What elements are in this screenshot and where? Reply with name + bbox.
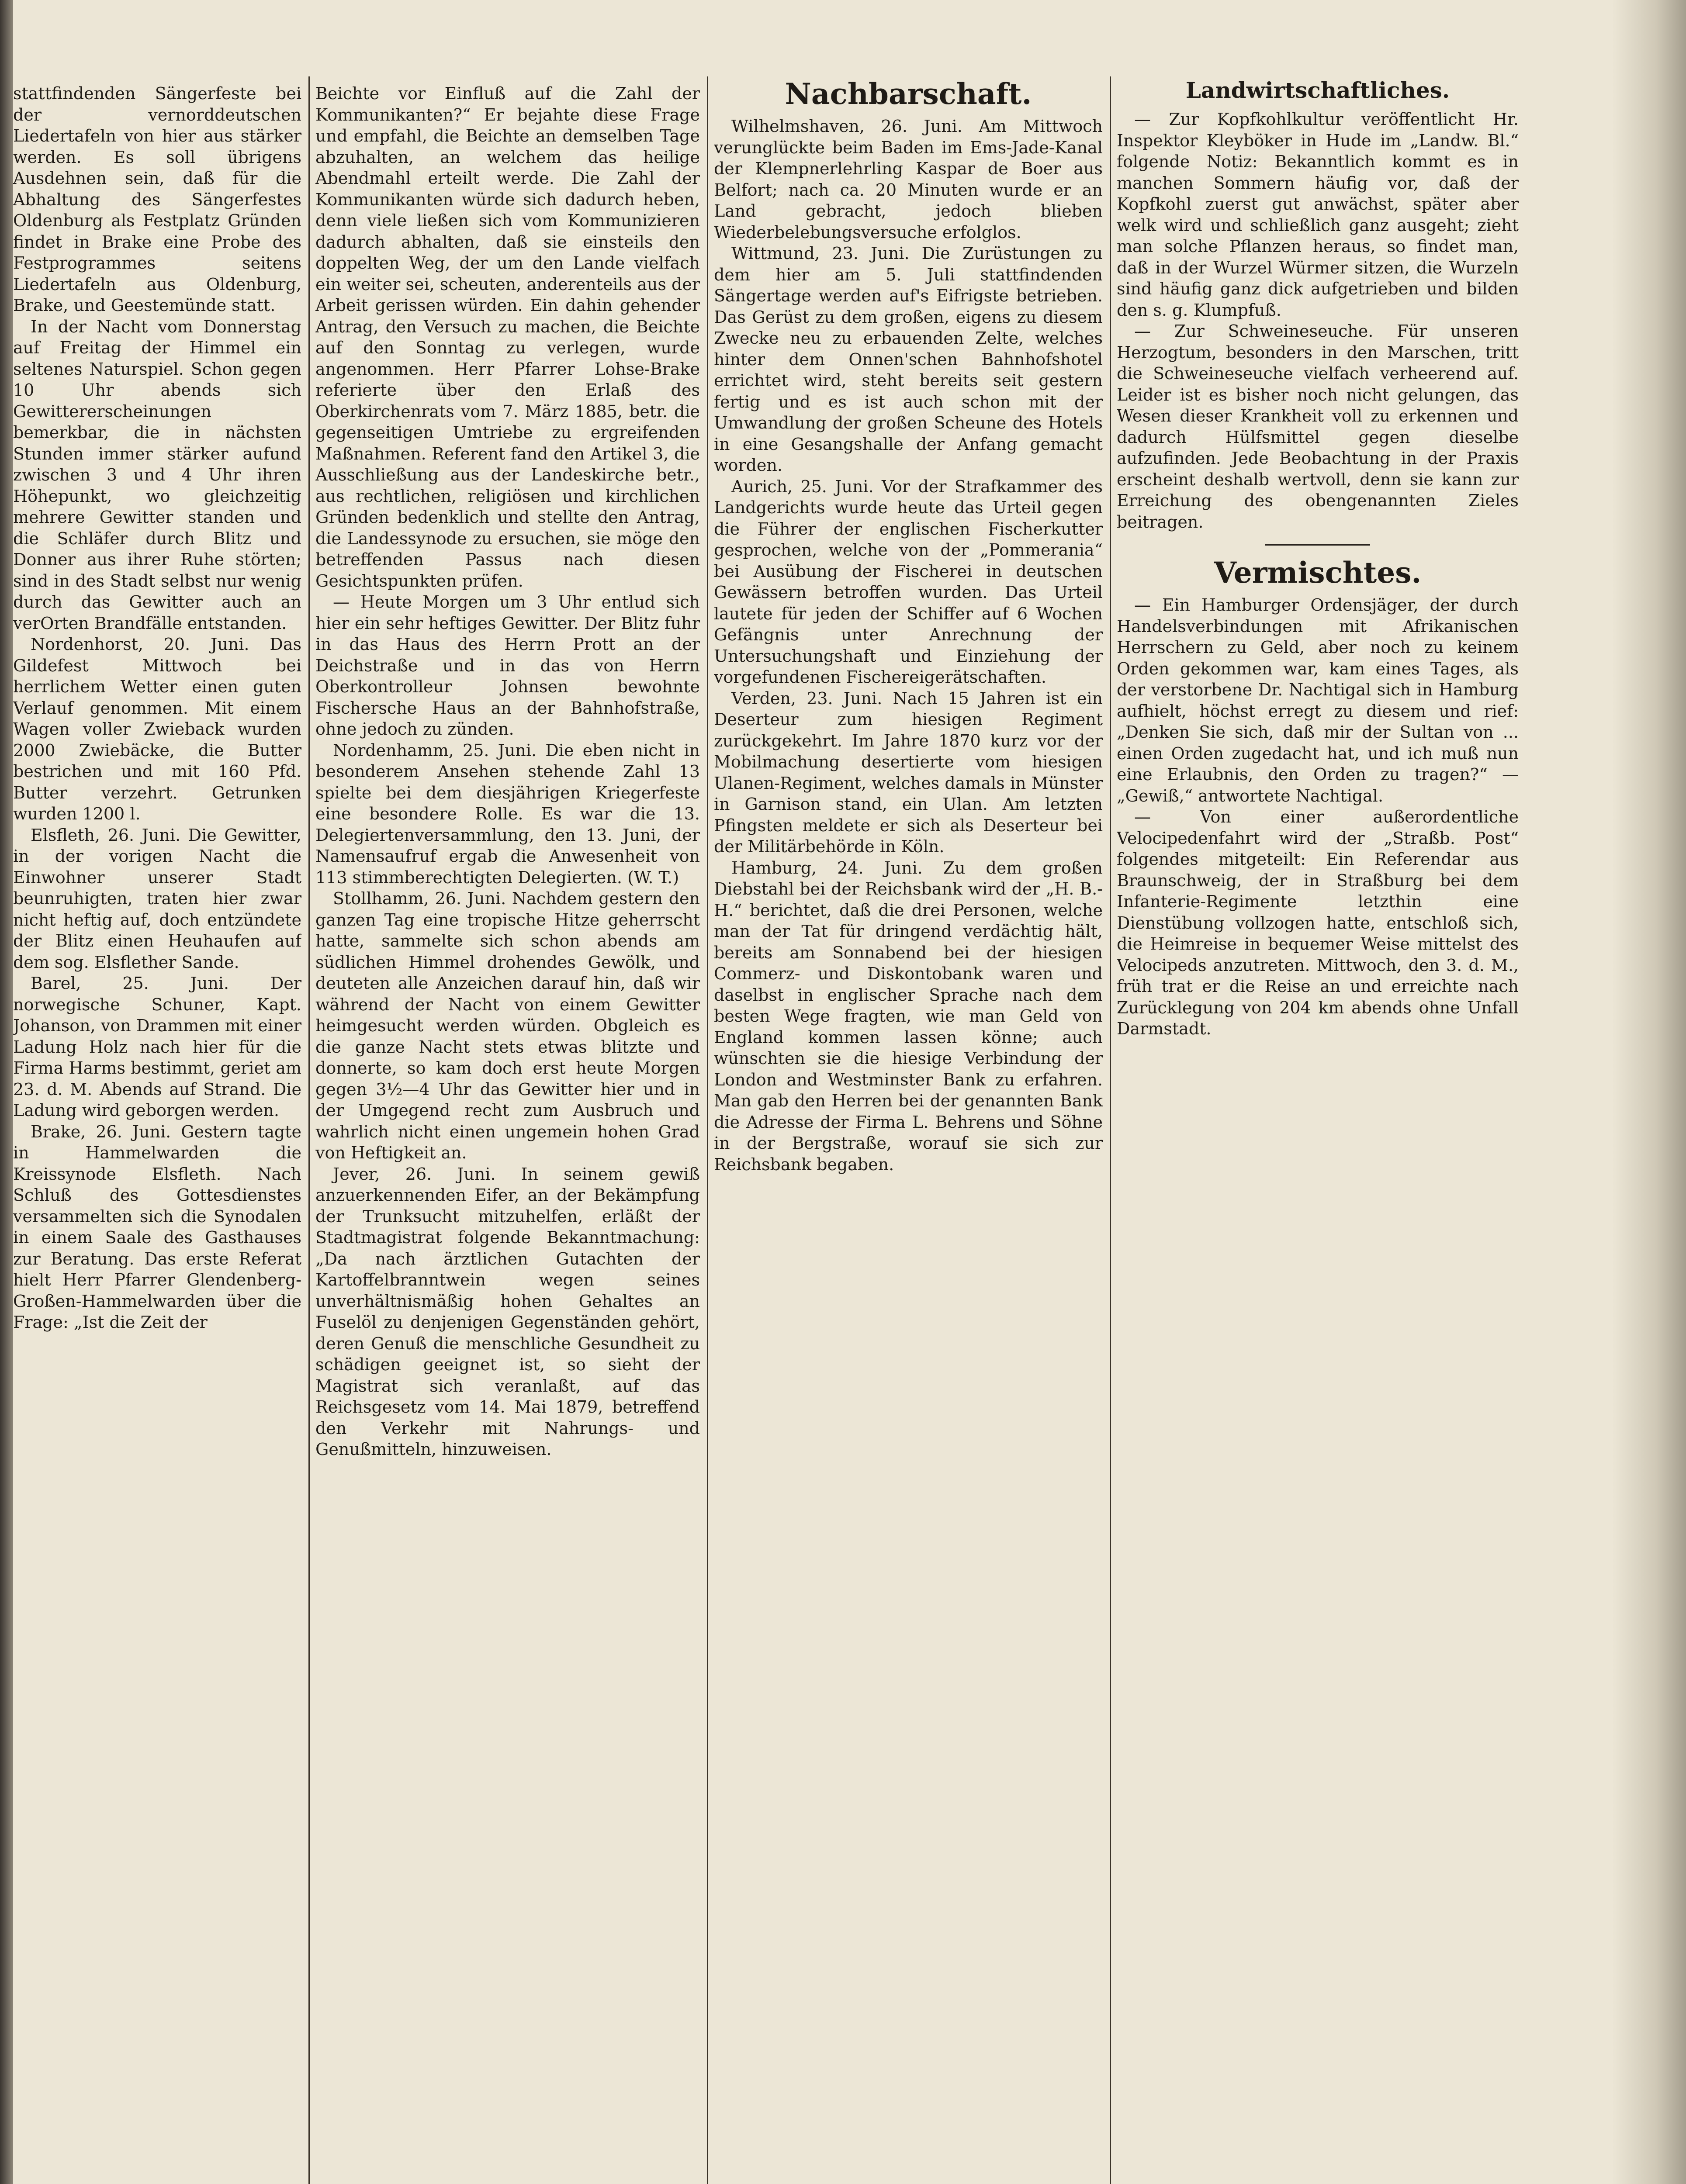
article-col1-6: Brake, 26. Juni. Gestern tagte in Hammelwarden die Kreissynode Elsfleth. Nach Schluß des Gottesdienstes versammelten sich die Synodalen in einem Saale des Gasthauses zur Beratung. Das erste Referat hielt Herr Pfarrer Glendenberg-Großen-Hammelwarden über die Frage: „Ist die Zeit der bbox=[13, 1122, 301, 1332]
article-col1-3: Nordenhorst, 20. Juni. Das Gildefest Mittwoch bei herrlichem Wetter einen guten Verlauf genommen. Mit einem Wagen voller Zwieback wurden 2000 Zwiebäcke, die Butter bestrichen und mit 160 Pfd. Butter verzehrt. Getrunken wurden 1200 l. bbox=[13, 635, 301, 823]
section-separator bbox=[1265, 544, 1370, 546]
column-1 bbox=[13, 83, 301, 2184]
article-col2-1: Beichte vor Einfluß auf die Zahl der Kommunikanten?“ Er bejahte diese Frage und empfahl, die Beichte an demselben Tage abzuhalten, an welchem das heilige Abendmahl erteilt werde. Die Zahl der Kommunikanten würde sich dadurch heben, denn viele ließen sich vom Kommunizieren dadurch abhalten, daß sie einsteils den doppelten Weg, der um den Lande vielfach ein weiter sei, scheuten, anderenteils aus der Arbeit gerissen würden. Ein dahin gehender Antrag, den Versuch zu machen, die Beichte auf den Sonntag zu verlegen, wurde angenommen. Herr Pfarrer Lohse-Brake referierte über den Erlaß des Oberkirchenrats vom 7. März 1885, betr. die gegenseitigen Umtriebe zu ergreifenden Maßnahmen. Referent fand den Artikel 3, die Ausschließung aus der Landeskirche betr., aus rechtlichen, religiösen und kirchlichen Gründen bedenklich und stellte den Antrag, die Landessynode zu ersuchen, sie möge den betreffenden Passus nach diesen Gesichtspunkten prüfen. bbox=[315, 84, 700, 591]
section-heading-nachbarschaft: Nachbarschaft. bbox=[785, 77, 1032, 111]
column-rule-2 bbox=[707, 76, 708, 2184]
page-edge-shadow bbox=[1612, 0, 1686, 2184]
section-heading-landwirtschaftliches: Landwirtschaftliches. bbox=[1185, 77, 1450, 103]
book-spine-shadow bbox=[0, 0, 13, 2184]
article-col1-1: stattfindenden Sängerfeste bei der vernorddeutschen Liedertafeln von hier aus stärker werden. Es soll übrigens Ausdehnen sein, daß für die Abhaltung des Sängerfestes Oldenburg als Festplatz Gründen findet in Brake eine Probe des Festprogrammes seitens Liedertafeln aus Oldenburg, Brake, und Geestemünde statt. bbox=[13, 84, 301, 315]
article-col1-4: Elsfleth, 26. Juni. Die Gewitter, in der vorigen Nacht die Einwohner unserer Stadt beunruhigten, traten hier zwar nicht heftig auf, doch entzündete der Blitz einen Heuhaufen auf dem sog. Elsflether Sande. bbox=[13, 825, 301, 972]
article-col2-3: Nordenhamm, 25. Juni. Die eben nicht in besonderem Ansehen stehende Zahl 13 spielte bei dem diesjährigen Kriegerfeste eine besondere Rolle. Es war die 13. Delegiertenversammlung, den 13. Juni, der Namensaufruf ergab die Anwesenheit von 113 stimmberechtigten Delegierten. (W. T.) bbox=[315, 740, 700, 887]
article-col3-1: Wilhelmshaven, 26. Juni. Am Mittwoch verunglückte beim Baden im Ems-Jade-Kanal der Klempnerlehrling Kaspar de Boer aus Belfort; nach ca. 20 Minuten wurde er an Land gebracht, jedoch blieben Wiederbelebungsversuche erfolglos. bbox=[714, 117, 1103, 242]
article-col3-5: Hamburg, 24. Juni. Zu dem großen Diebstahl bei der Reichsbank wird der „H. B.-H.“ berichtet, daß die drei Personen, welche man der Tat für dringend verdächtig hält, bereits am Sonnabend bei der hiesigen Commerz- und Diskontobank waren und daselbst in englischer Sprache nach dem besten Wege fragten, wie man Geld von England kommen lassen könne; auch wünschten sie die hiesige Verbindung der London and Westminster Bank zu erfahren. Man gab den Herren bei der genannten Bank die Adresse der Firma L. Behrens und Söhne in der Bergstraße, worauf sie sich zur Reichsbank begaben. bbox=[714, 858, 1103, 1174]
column-rule-3 bbox=[1110, 76, 1111, 2184]
article-col4-1: — Zur Kopfkohlkultur veröffentlicht Hr. Inspektor Kleyböker in Hude im „Landw. Bl.“ folgende Notiz: Bekanntlich kommt es in manchen Sommern häufig vor, daß der Kopfkohl zuerst gut anwächst, später aber welk wird und schließlich ganz ausgeht; zieht man solche Pflanzen heraus, so findet man, daß in der Wurzel Würmer sitzen, die Wurzeln sind häufig ganz dick aufgetrieben und bilden den s. g. Klumpfuß. bbox=[1117, 110, 1519, 320]
article-col2-4: Stollhamm, 26. Juni. Nachdem gestern den ganzen Tag eine tropische Hitze geherrscht hatte, sammelte sich schon abends am südlichen Himmel drohendes Gewölk, und deuteten alle Anzeichen darauf hin, daß wir während der Nacht von einem Gewitter heimgesucht werden würden. Obgleich es die ganze Nacht stets etwas blitzte und donnerte, so kam doch erst heute Morgen gegen 3½—4 Uhr das Gewitter hier und in der Umgegend recht zum Ausbruch und wahrlich nicht einen ungemein hohen Grad von Heftigkeit an. bbox=[315, 889, 700, 1162]
article-col1-2: In der Nacht vom Donnerstag auf Freitag der Himmel ein seltenes Naturspiel. Schon gegen 10 Uhr abends sich Gewittererscheinungen bemerkbar, die in nächsten Stunden immer stärker aufund zwischen 3 und 4 Uhr ihren Höhepunkt, wo gleichzeitig mehrere Gewitter standen und die Schläfer durch Blitz und Donner aus ihrer Ruhe störten; sind in des Stadt selbst nur wenig durch das Gewitter auch an verOrten Brandfälle entstanden. bbox=[13, 317, 301, 633]
article-col4-4: — Von einer außerordentliche Velocipedenfahrt wird der „Straßb. Post“ folgendes mitgeteilt: Ein Referendar aus Braunschweig, der in Straßburg bei dem Infanterie-Regimente letzthin eine Dienstübung vollzogen hatte, entschloß sich, die Heimreise in bequemer Weise mittelst des Velocipeds anzutreten. Mittwoch, den 3. d. M., früh trat er die Reise an und erreichte nach Zurücklegung von 204 km abends ohne Unfall Darmstadt. bbox=[1117, 807, 1519, 1038]
column-2 bbox=[315, 83, 700, 2184]
column-3 bbox=[714, 76, 1103, 2184]
article-col3-4: Verden, 23. Juni. Nach 15 Jahren ist ein Deserteur zum hiesigen Regiment zurückgekehrt. Im Jahre 1870 kurz vor der Mobilmachung desertierte vom hiesigen Ulanen-Regiment, welches damals in Münster in Garnison stand, ein Ulan. Am letzten Pfingsten meldete er sich als Deserteur bei der Militärbehörde in Köln. bbox=[714, 688, 1103, 856]
article-col3-3: Aurich, 25. Juni. Vor der Strafkammer des Landgerichts wurde heute das Urteil gegen die Führer der englischen Fischerkutter gesprochen, welche von der „Pommerania“ bei Ausübung der Fischerei in deutschen Gewässern betroffen wurden. Das Urteil lautete für jeden der Schiffer auf 6 Wochen Gefängnis unter Anrechnung der Untersuchungshaft und Einziehung der vorgefundenen Fischereigerätschaften. bbox=[714, 477, 1103, 687]
section-heading-vermischtes: Vermischtes. bbox=[1214, 556, 1422, 590]
column-4 bbox=[1117, 76, 1519, 2184]
article-col3-2: Wittmund, 23. Juni. Die Zurüstungen zu dem hier am 5. Juli stattfindenden Sängertage werden auf's Eifrigste betrieben. Das Gerüst zu dem großen, eigens zu diesem Zwecke neu zu erbauenden Zelte, welches hinter dem Onnen'schen Bahnhofshotel errichtet wird, steht bereits seit gestern fertig und es ist auch schon mit der Umwandlung der großen Scheune des Hotels in eine Gesangshalle der Anfang gemacht worden. bbox=[714, 244, 1103, 475]
article-col2-2: — Heute Morgen um 3 Uhr entlud sich hier ein sehr heftiges Gewitter. Der Blitz fuhr in das Haus des Herrn Prott an der Deichstraße und in das von Herrn Oberkontrolleur Johnsen bewohnte Fischersche Haus an der Bahnhofstraße, ohne jedoch zu zünden. bbox=[315, 592, 700, 739]
article-col2-5: Jever, 26. Juni. In seinem gewiß anzuerkennenden Eifer, an der Bekämpfung der Trunksucht mitzuhelfen, erläßt der Stadtmagistrat folgende Bekanntmachung: „Da nach ärztlichen Gutachten der Kartoffelbranntwein wegen seines unverhältnismäßig hohen Gehaltes an Fuselöl zu denjenigen Gegenständen gehört, deren Genuß die menschliche Gesundheit zu schädigen geeignet ist, so sieht der Magistrat sich veranlaßt, auf das Reichsgesetz vom 14. Mai 1879, betreffend den Verkehr mit Nahrungs- und Genußmitteln, hinzuweisen. bbox=[315, 1164, 700, 1459]
article-col4-3: — Ein Hamburger Ordensjäger, der durch Handelsverbindungen mit Afrikanischen Herrschern zu Geld, aber noch zu keinem Orden gekommen war, kam eines Tages, als der verstorbene Dr. Nachtigal sich in Hamburg aufhielt, höchst erregt zu diesem und rief: „Denken Sie sich, daß mir der Sultan von ... einen Orden zugedacht hat, und ich muß nun eine Erlaubnis, den Orden zu tragen?“ — „Gewiß,“ antwortete Nachtigal. bbox=[1117, 595, 1519, 805]
article-col1-5: Barel, 25. Juni. Der norwegische Schuner, Kapt. Johanson, von Drammen mit einer Ladung Holz nach hier für die Firma Harms bestimmt, geriet am 23. d. M. Abends auf Strand. Die Ladung wird geborgen werden. bbox=[13, 974, 301, 1120]
article-col4-2: — Zur Schweineseuche. Für unseren Herzogtum, besonders in den Marschen, tritt die Schweineseuche vielfach verheerend auf. Leider ist es bisher noch nicht gelungen, das Wesen dieser Krankheit voll zu erkennen und dadurch Hülfsmittel gegen dieselbe aufzufinden. Jede Beobachtung in der Praxis erscheint deshalb wertvoll, denn sie kann zur Erreichung des obengenannten Zieles beitragen. bbox=[1117, 321, 1519, 532]
column-rule-1 bbox=[308, 76, 310, 2184]
